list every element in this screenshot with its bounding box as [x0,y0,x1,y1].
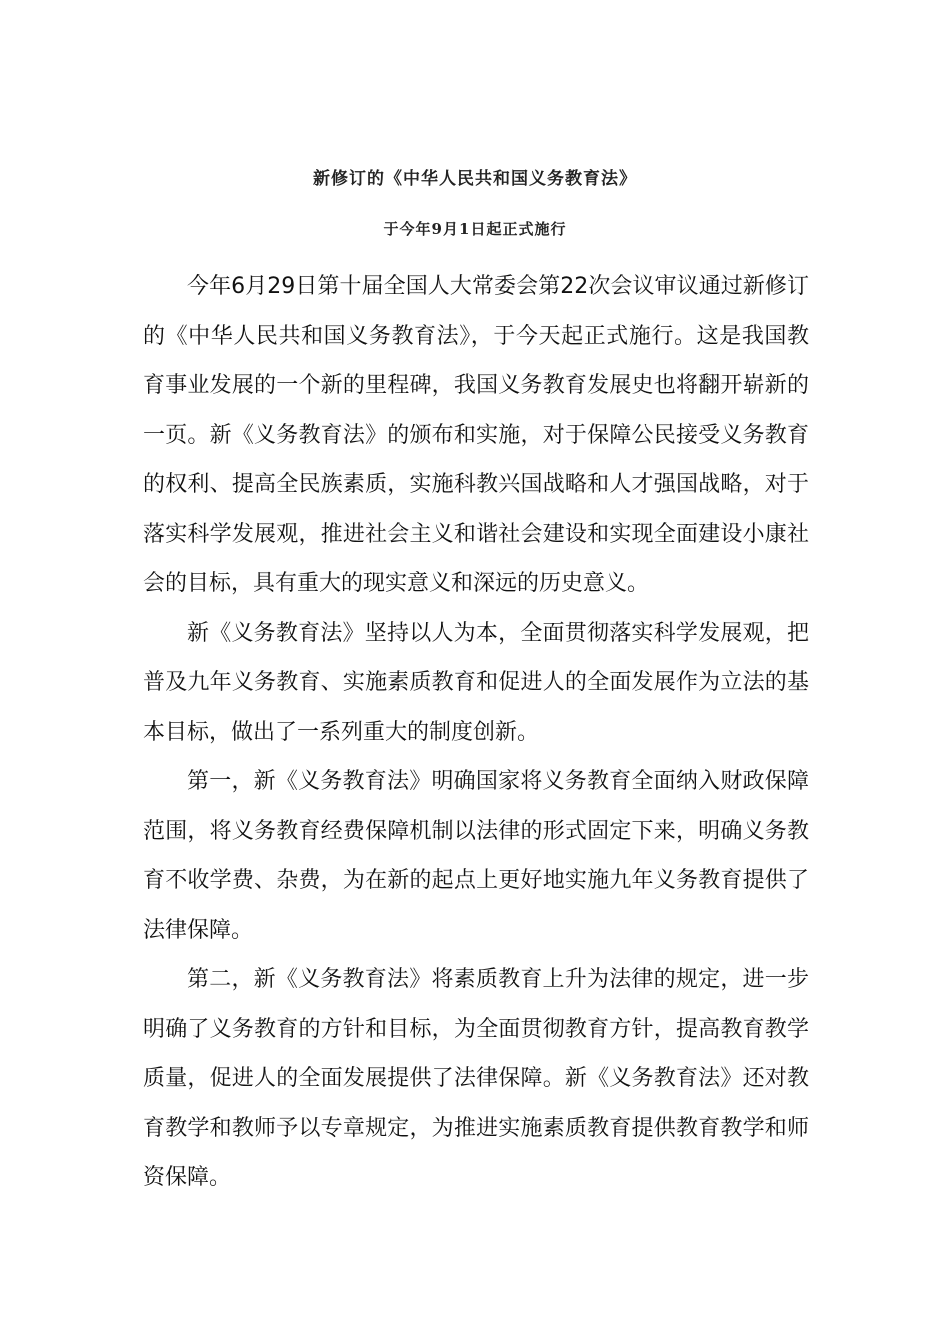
document-subtitle [0,218,950,239]
subtitle-middle: 月 [442,220,459,238]
paragraph: 新《义务教育法》坚持以人为本，全面贯彻落实科学发展观，把普及九年义务教育、实施素质教育和促进人的全面发展作为立法的基本目标，做出了一系列重大的制度创新。 [143,620,809,745]
subtitle-month: 9 [431,220,443,238]
document-title: 新修订的《中华人民共和国义务教育法》 [313,169,637,189]
document-body [143,262,809,1203]
paragraph: 第一，新《义务教育法》明确国家将义务教育全面纳入财政保障范围，将义务教育经费保障机制以法律的形式固定下来，明确义务教育不收学费、杂费，为在新的起点上更好地实施九年义务教育提供了法律保障。 [143,769,809,943]
subtitle-prefix: 于今年 [383,220,432,238]
subtitle-suffix: 日起正式施行 [470,220,567,238]
paragraph: 第二，新《义务教育法》将素质教育上升为法律的规定，进一步明确了义务教育的方针和目标，为全面贯彻教育方针，提高教育教学质量，促进人的全面发展提供了法律保障。新《义务教育法》还对教育教学和教师予以专章规定，为推进实施素质教育提供教育教学和师资保障。 [143,967,809,1190]
subtitle-day: 1 [459,220,471,238]
paragraph: 今年6月29日第十届全国人大常委会第22次会议审议通过新修订的《中华人民共和国义务教育法》，于今天起正式施行。这是我国教育事业发展的一个新的里程碑，我国义务教育发展史也将翻开崭新的一页。新《义务教育法》的颁布和实施，对于保障公民接受义务教育的权利、提高全民族素质，实施科教兴国战略和人才强国战略，对于落实科学发展观，推进社会主义和谐社会建设和实现全面建设小康社会的目标，具有重大的现实意义和深远的历史意义。 [143,274,809,596]
